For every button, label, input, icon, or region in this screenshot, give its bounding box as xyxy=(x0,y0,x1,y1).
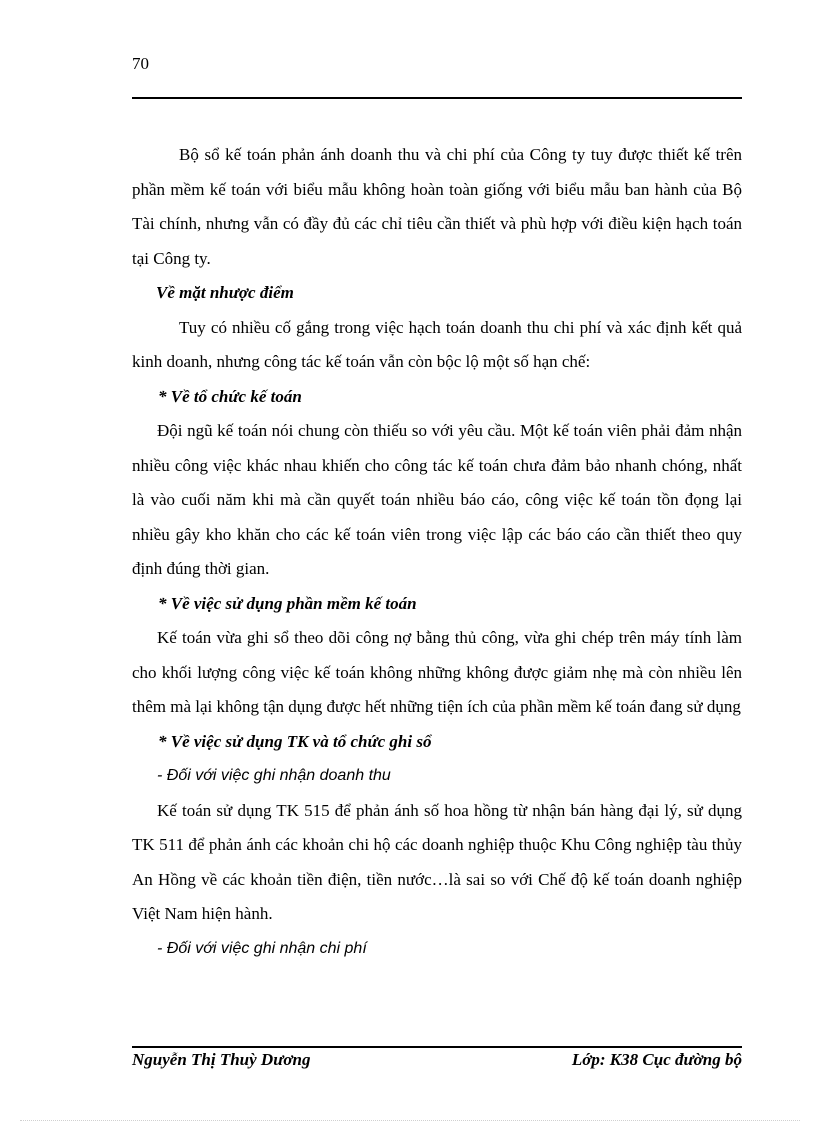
subheading-revenue: - Đối với việc ghi nhận doanh thu xyxy=(157,767,391,784)
heading-weaknesses: Về mặt nhược điểm xyxy=(156,283,294,302)
page-number: 70 xyxy=(132,54,149,73)
paragraph-software: Kế toán vừa ghi sổ theo dõi công nợ bằng thủ công, vừa ghi chép trên máy tính làm cho khối lượng công việc kế toán không những không được giảm nhẹ mà còn nhiều lên thêm mà lại không tận dụng được hết những tiện ích của phần mềm kế toán đang sử dụng xyxy=(132,628,742,716)
document-body xyxy=(132,138,742,966)
page-footer xyxy=(132,1050,742,1070)
heading-accounting-organization: * Về tổ chức kế toán xyxy=(158,386,302,406)
paragraph-staffing: Đội ngũ kế toán nói chung còn thiếu so với yêu cầu. Một kế toán viên phải đảm nhận nhiều công việc khác nhau khiến cho công tác kế toán chưa đảm bảo nhanh chóng, nhất là vào cuối năm khi mà cần quyết toán nhiều báo cáo, công việc kế toán tồn đọng lại nhiều gây kho khăn cho các kế toán viên trong việc lập các báo cáo cần thiết theo quy định đúng thời gian. xyxy=(132,421,742,578)
header-divider xyxy=(132,97,742,99)
footer-divider xyxy=(132,1046,742,1048)
heading-accounts-bookkeeping: * Về việc sử dụng TK và tổ chức ghi sổ xyxy=(158,731,432,751)
subheading-cost: - Đối với việc ghi nhận chi phí xyxy=(157,939,367,957)
paragraph-revenue-accounts: Kế toán sử dụng TK 515 để phản ánh số hoa hồng từ nhận bán hàng đại lý, sử dụng TK 511 để phản ánh các khoản chi hộ các doanh nghiệp thuộc Khu Công nghiệp tàu thủy An Hồng về các khoản tiền điện, tiền nước…là sai so với Chế độ kế toán doanh nghiệp Việt Nam hiện hành. xyxy=(132,800,742,923)
page-edge-dotted-line xyxy=(20,1120,800,1121)
paragraph-limitations-intro: Tuy có nhiều cố gắng trong việc hạch toán doanh thu chi phí và xác định kết quả kinh doanh, nhưng công tác kế toán vẫn còn bộc lộ một số hạn chế: xyxy=(132,317,742,371)
footer-author: Nguyễn Thị Thuỳ Dương xyxy=(132,1050,311,1069)
heading-software-usage: * Về việc sử dụng phần mềm kế toán xyxy=(158,593,417,613)
paragraph-accounting-books: Bộ sổ kế toán phản ánh doanh thu và chi phí của Công ty tuy được thiết kế trên phần mềm kế toán với biểu mẫu không hoàn toàn giống với biểu mẫu ban hành của Bộ Tài chính, nhưng vẫn có đầy đủ các chỉ tiêu cần thiết và phù hợp với điều kiện hạch toán tại Công ty. xyxy=(132,145,742,268)
footer-class: Lớp: K38 Cục đường bộ xyxy=(571,1050,742,1069)
